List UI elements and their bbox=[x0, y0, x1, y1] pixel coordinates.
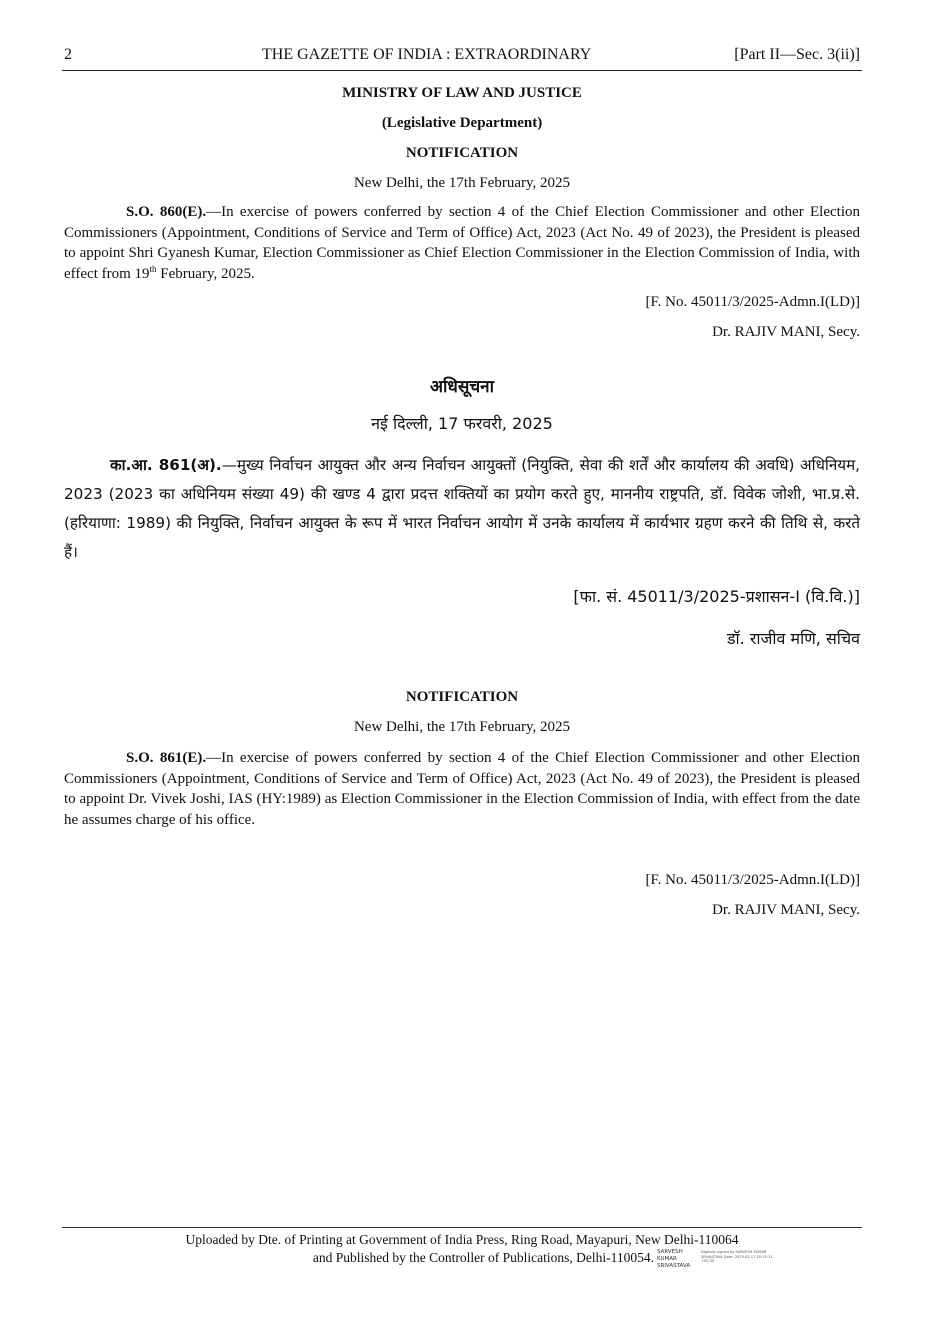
hindi-so-number: का.आ. 861(अ). bbox=[110, 456, 222, 474]
place-date-2: New Delhi, the 17th February, 2025 bbox=[353, 719, 571, 735]
page-header bbox=[64, 46, 860, 68]
file-number-1: [F. No. 45011/3/2025-Admn.I(LD)] bbox=[645, 294, 860, 310]
notification-title-2: NOTIFICATION bbox=[405, 689, 519, 705]
hindi-notification-body bbox=[64, 451, 860, 567]
signatory-2: Dr. RAJIV MANI, Secy. bbox=[712, 902, 860, 918]
body-text-1b: February, 2025. bbox=[156, 265, 255, 282]
hindi-place-date: नई दिल्ली, 17 फरवरी, 2025 bbox=[371, 414, 553, 433]
department-heading: (Legislative Department) bbox=[381, 115, 543, 131]
hindi-signatory: डॉ. राजीव मणि, सचिव bbox=[726, 629, 860, 648]
gazette-title: THE GAZETTE OF INDIA : EXTRAORDINARY bbox=[262, 46, 592, 63]
body-text-1a: —In exercise of powers conferred by section 4 of the Chief Election Commissioner and other Election Commissioners (Appointment, Conditions of Service and Term of Office) Act, 2023 (Act No. 49 of 2023), the President is pleased to appoint Shri Gyanesh Kumar, Election Commissioner as Chief Election Commissioner in the Election Commission of India, with effect from 19 bbox=[64, 204, 860, 282]
hindi-notification-title: अधिसूचना bbox=[430, 377, 494, 397]
place-date-1: New Delhi, the 17th February, 2025 bbox=[353, 175, 571, 191]
body-sup-1: th bbox=[149, 263, 157, 274]
notification-body-2 bbox=[64, 748, 860, 830]
page-number: 2 bbox=[64, 46, 72, 63]
hindi-file-number: [फा. सं. 45011/3/2025-प्रशासन-I (वि.वि.)] bbox=[573, 587, 860, 606]
file-number-2: [F. No. 45011/3/2025-Admn.I(LD)] bbox=[645, 872, 860, 888]
footer-rule bbox=[62, 1227, 862, 1228]
so-number-1: S.O. 860(E). bbox=[126, 204, 207, 220]
notification-title-1: NOTIFICATION bbox=[405, 145, 519, 161]
stamp-detail: Digitally signed by SARVESH KUMAR SRIVASTAVA Date: 2025.02.17 20:15:11 +05'30' bbox=[701, 1250, 773, 1263]
notification-body-1 bbox=[64, 202, 860, 284]
signatory-1: Dr. RAJIV MANI, Secy. bbox=[712, 324, 860, 340]
body-text-2: —In exercise of powers conferred by section 4 of the Chief Election Commissioner and other Election Commissioners (Appointment, Conditions of Service and Term of Office) Act, 2023 (Act No. 49 of 2023), the President is pleased to appoint Dr. Vivek Joshi, IAS (HY:1989) as Election Commissioner in the Election Commission of India, with effect from the date he assumes charge of his office. bbox=[64, 750, 860, 828]
footer-line-2: and Published by the Controller of Publications, Delhi-110054. bbox=[312, 1250, 654, 1265]
footer-line-1: Uploaded by Dte. of Printing at Government of India Press, Ring Road, Mayapuri, New Delhi-110064 bbox=[185, 1232, 739, 1247]
hindi-body-text: —मुख्य निर्वाचन आयुक्त और अन्य निर्वाचन आयुक्तों (नियुक्ति, सेवा की शर्तें और कार्यालय की अवधि) अधिनियम, 2023 (2023 का अधिनियम संख्या 49) की खण्ड 4 द्वारा प्रदत्त शक्तियों का प्रयोग करते हुए, माननीय राष्ट्रपति, डॉ. विवेक जोशी, भा.प्र.से.(हरियाणा: 1989) की नियुक्ति, निर्वाचन आयुक्त के रूप में भारत निर्वाचन आयोग में उनके कार्यालय में कार्यभार ग्रहण करने की तिथि से, करते हैं। bbox=[64, 456, 860, 561]
header-rule bbox=[62, 70, 862, 71]
digital-signature-stamp bbox=[657, 1249, 787, 1269]
stamp-name: SARVESH KUMAR SRIVASTAVA bbox=[657, 1249, 691, 1269]
part-section: [Part II—Sec. 3(ii)] bbox=[734, 46, 860, 63]
so-number-2: S.O. 861(E). bbox=[126, 750, 207, 766]
ministry-heading: MINISTRY OF LAW AND JUSTICE bbox=[342, 85, 582, 101]
